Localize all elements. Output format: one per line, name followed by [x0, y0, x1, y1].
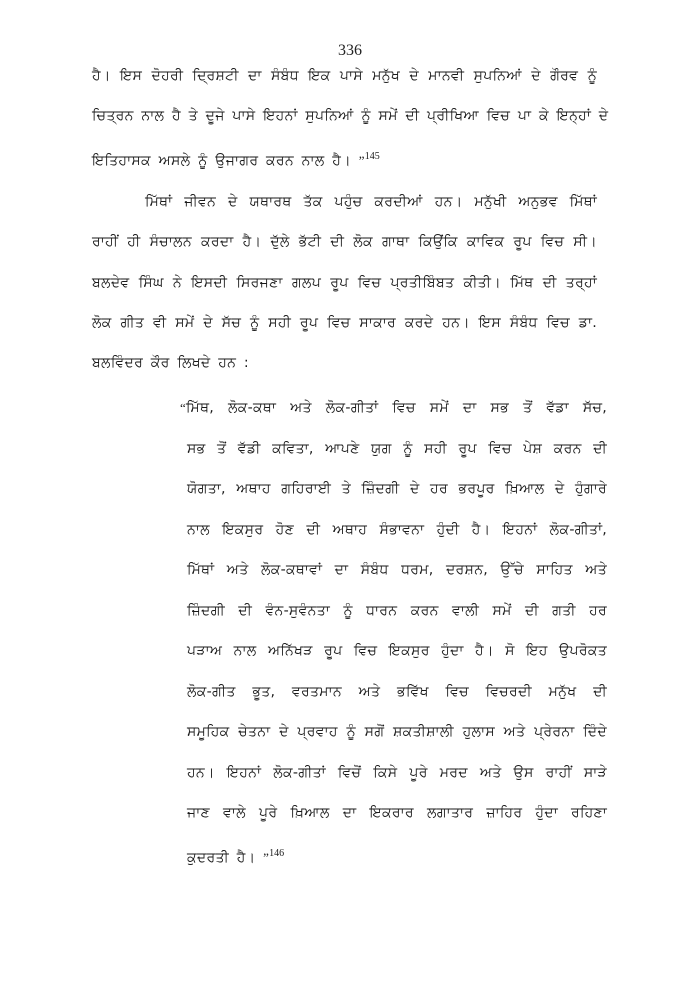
page-number: 336	[338, 42, 362, 59]
text-line: ਲੋਕ ਗੀਤ ਵੀ ਸਮੇਂ ਦੇ ਸੱਚ ਨੂੰ ਸਹੀ ਰੂਪ ਵਿਚ ਸਾਕਾਰ ਕਰਦੇ ਹਨ। ਇਸ ਸੰਬੰਧ ਵਿਚ ਡਾ.	[92, 315, 597, 331]
text-line: ਬਲਵਿੰਦਰ ਕੌਰ ਲਿਖਦੇ ਹਨ :	[92, 355, 249, 371]
text-line: ਪੜਾਅ ਨਾਲ ਅਨਿੱਖੜ ਰੂਪ ਵਿਚ ਇਕਸੁਰ ਹੁੰਦਾ ਹੈ। ਸੋ ਇਹ ਉਪਰੋਕਤ	[187, 643, 607, 659]
text-line: ਜਾਣ ਵਾਲੇ ਪੂਰੇ ਖ਼ਿਆਲ ਦਾ ਇਕਰਾਰ ਲਗਾਤਾਰ ਜ਼ਾਹਿਰ ਹੁੰਦਾ ਰਹਿਣਾ	[187, 805, 607, 821]
text-line: ਮਿੱਥਾਂ ਅਤੇ ਲੋਕ-ਕਥਾਵਾਂ ਦਾ ਸੰਬੰਧ ਧਰਮ, ਦਰਸ਼ਨ, ਉੱਚੇ ਸਾਹਿਤ ਅਤੇ	[187, 562, 607, 578]
text-fragment: ਇਤਿਹਾਸਕ ਅਸਲੇ ਨੂੰ ਉਜਾਗਰ ਕਰਨ ਨਾਲ ਹੈ।	[92, 153, 351, 169]
text-line: ਸਭ ਤੋਂ ਵੱਡੀ ਕਵਿਤਾ, ਆਪਣੇ ਯੁਗ ਨੂੰ ਸਹੀ ਰੂਪ ਵਿਚ ਪੇਸ਼ ਕਰਨ ਦੀ	[187, 441, 607, 457]
text-line: ਨਾਲ ਇਕਸੁਰ ਹੋਣ ਦੀ ਅਥਾਹ ਸੰਭਾਵਨਾ ਹੁੰਦੀ ਹੈ। ਇਹਨਾਂ ਲੋਕ-ਗੀਤਾਂ,	[187, 522, 607, 538]
text-line: ਹੈ। ਇਸ ਦੋਹਰੀ ਦ੍ਰਿਸ਼ਟੀ ਦਾ ਸੰਬੰਧ ਇਕ ਪਾਸੇ ਮਨੁੱਖ ਦੇ ਮਾਨਵੀ ਸੁਪਨਿਆਂ ਦੇ ਗੌਰਵ ਨੂੰ	[92, 68, 597, 84]
text-line	[180, 397, 607, 419]
text-line: ਚਿਤ੍ਰਨ ਨਾਲ ਹੈ ਤੇ ਦੂਜੇ ਪਾਸੇ ਇਹਨਾਂ ਸੁਪਨਿਆਂ ਨੂੰ ਸਮੇਂ ਦੀ ਪ੍ਰੀਖਿਆ ਵਿਚ ਪਾ ਕੇ ਇਨ੍ਹਾਂ ਦੇ	[92, 108, 609, 124]
text-line: ਲੋਕ-ਗੀਤ ਭੂਤ, ਵਰਤਮਾਨ ਅਤੇ ਭਵਿੱਖ ਵਿਚ ਵਿਚਰਦੀ ਮਨੁੱਖ ਦੀ	[187, 684, 607, 700]
footnote-ref: 145	[364, 151, 380, 162]
text-fragment: ਮਿੱਥ, ਲੋਕ-ਕਥਾ ਅਤੇ ਲੋਕ-ਗੀਤਾਂ ਵਿਚ ਸਮੇਂ ਦਾ ਸਭ ਤੋਂ ਵੱਡਾ ਸੱਚ,	[185, 400, 607, 416]
text-line: ਜ਼ਿੰਦਗੀ ਦੀ ਵੰਨ-ਸੁਵੰਨਤਾ ਨੂੰ ਧਾਰਨ ਕਰਨ ਵਾਲੀ ਸਮੇਂ ਦੀ ਗਤੀ ਹਰ	[187, 603, 607, 619]
open-quote: “	[180, 400, 186, 415]
text-line: ਮਿੱਥਾਂ ਜੀਵਨ ਦੇ ਯਥਾਰਥ ਤੱਕ ਪਹੁੰਚ ਕਰਦੀਆਂ ਹਨ। ਮਨੁੱਖੀ ਅਨੁਭਵ ਮਿੱਥਾਂ	[145, 194, 597, 210]
text-line	[187, 843, 607, 865]
text-line	[92, 146, 597, 168]
text-line: ਬਲਦੇਵ ਸਿੰਘ ਨੇ ਇਸਦੀ ਸਿਰਜਣਾ ਗਲਪ ਰੂਪ ਵਿਚ ਪ੍ਰਤੀਬਿੰਬਤ ਕੀਤੀ। ਮਿੱਥ ਦੀ ਤਰ੍ਹਾਂ	[92, 275, 597, 291]
text-line: ਰਾਹੀਂ ਹੀ ਸੰਚਾਲਨ ਕਰਦਾ ਹੈ। ਦੁੱਲੇ ਭੱਟੀ ਦੀ ਲੋਕ ਗਾਥਾ ਕਿਉਂਕਿ ਕਾਵਿਕ ਰੂਪ ਵਿਚ ਸੀ।	[92, 234, 597, 250]
text-fragment: ਕੁਦਰਤੀ ਹੈ।	[187, 850, 256, 866]
text-line: ਯੋਗਤਾ, ਅਥਾਹ ਗਹਿਰਾਈ ਤੇ ਜ਼ਿੰਦਗੀ ਦੇ ਹਰ ਭਰਪੂਰ ਖ਼ਿਆਲ ਦੇ ਹੁੰਗਾਰੇ	[187, 481, 607, 497]
close-quote: ”	[263, 850, 270, 865]
footnote-ref: 146	[269, 848, 285, 859]
text-line: ਸਮੂਹਿਕ ਚੇਤਨਾ ਦੇ ਪ੍ਰਵਾਹ ਨੂੰ ਸਗੋਂ ਸ਼ਕਤੀਸ਼ਾਲੀ ਹੁਲਾਸ ਅਤੇ ਪ੍ਰੇਰਨਾ ਦਿੰਦੇ	[187, 724, 607, 740]
close-quote: ”	[358, 153, 365, 168]
text-line: ਹਨ। ਇਹਨਾਂ ਲੋਕ-ਗੀਤਾਂ ਵਿਚੋਂ ਕਿਸੇ ਪੂਰੇ ਮਰਦ ਅਤੇ ਉਸ ਰਾਹੀਂ ਸਾੜੇ	[187, 765, 607, 781]
